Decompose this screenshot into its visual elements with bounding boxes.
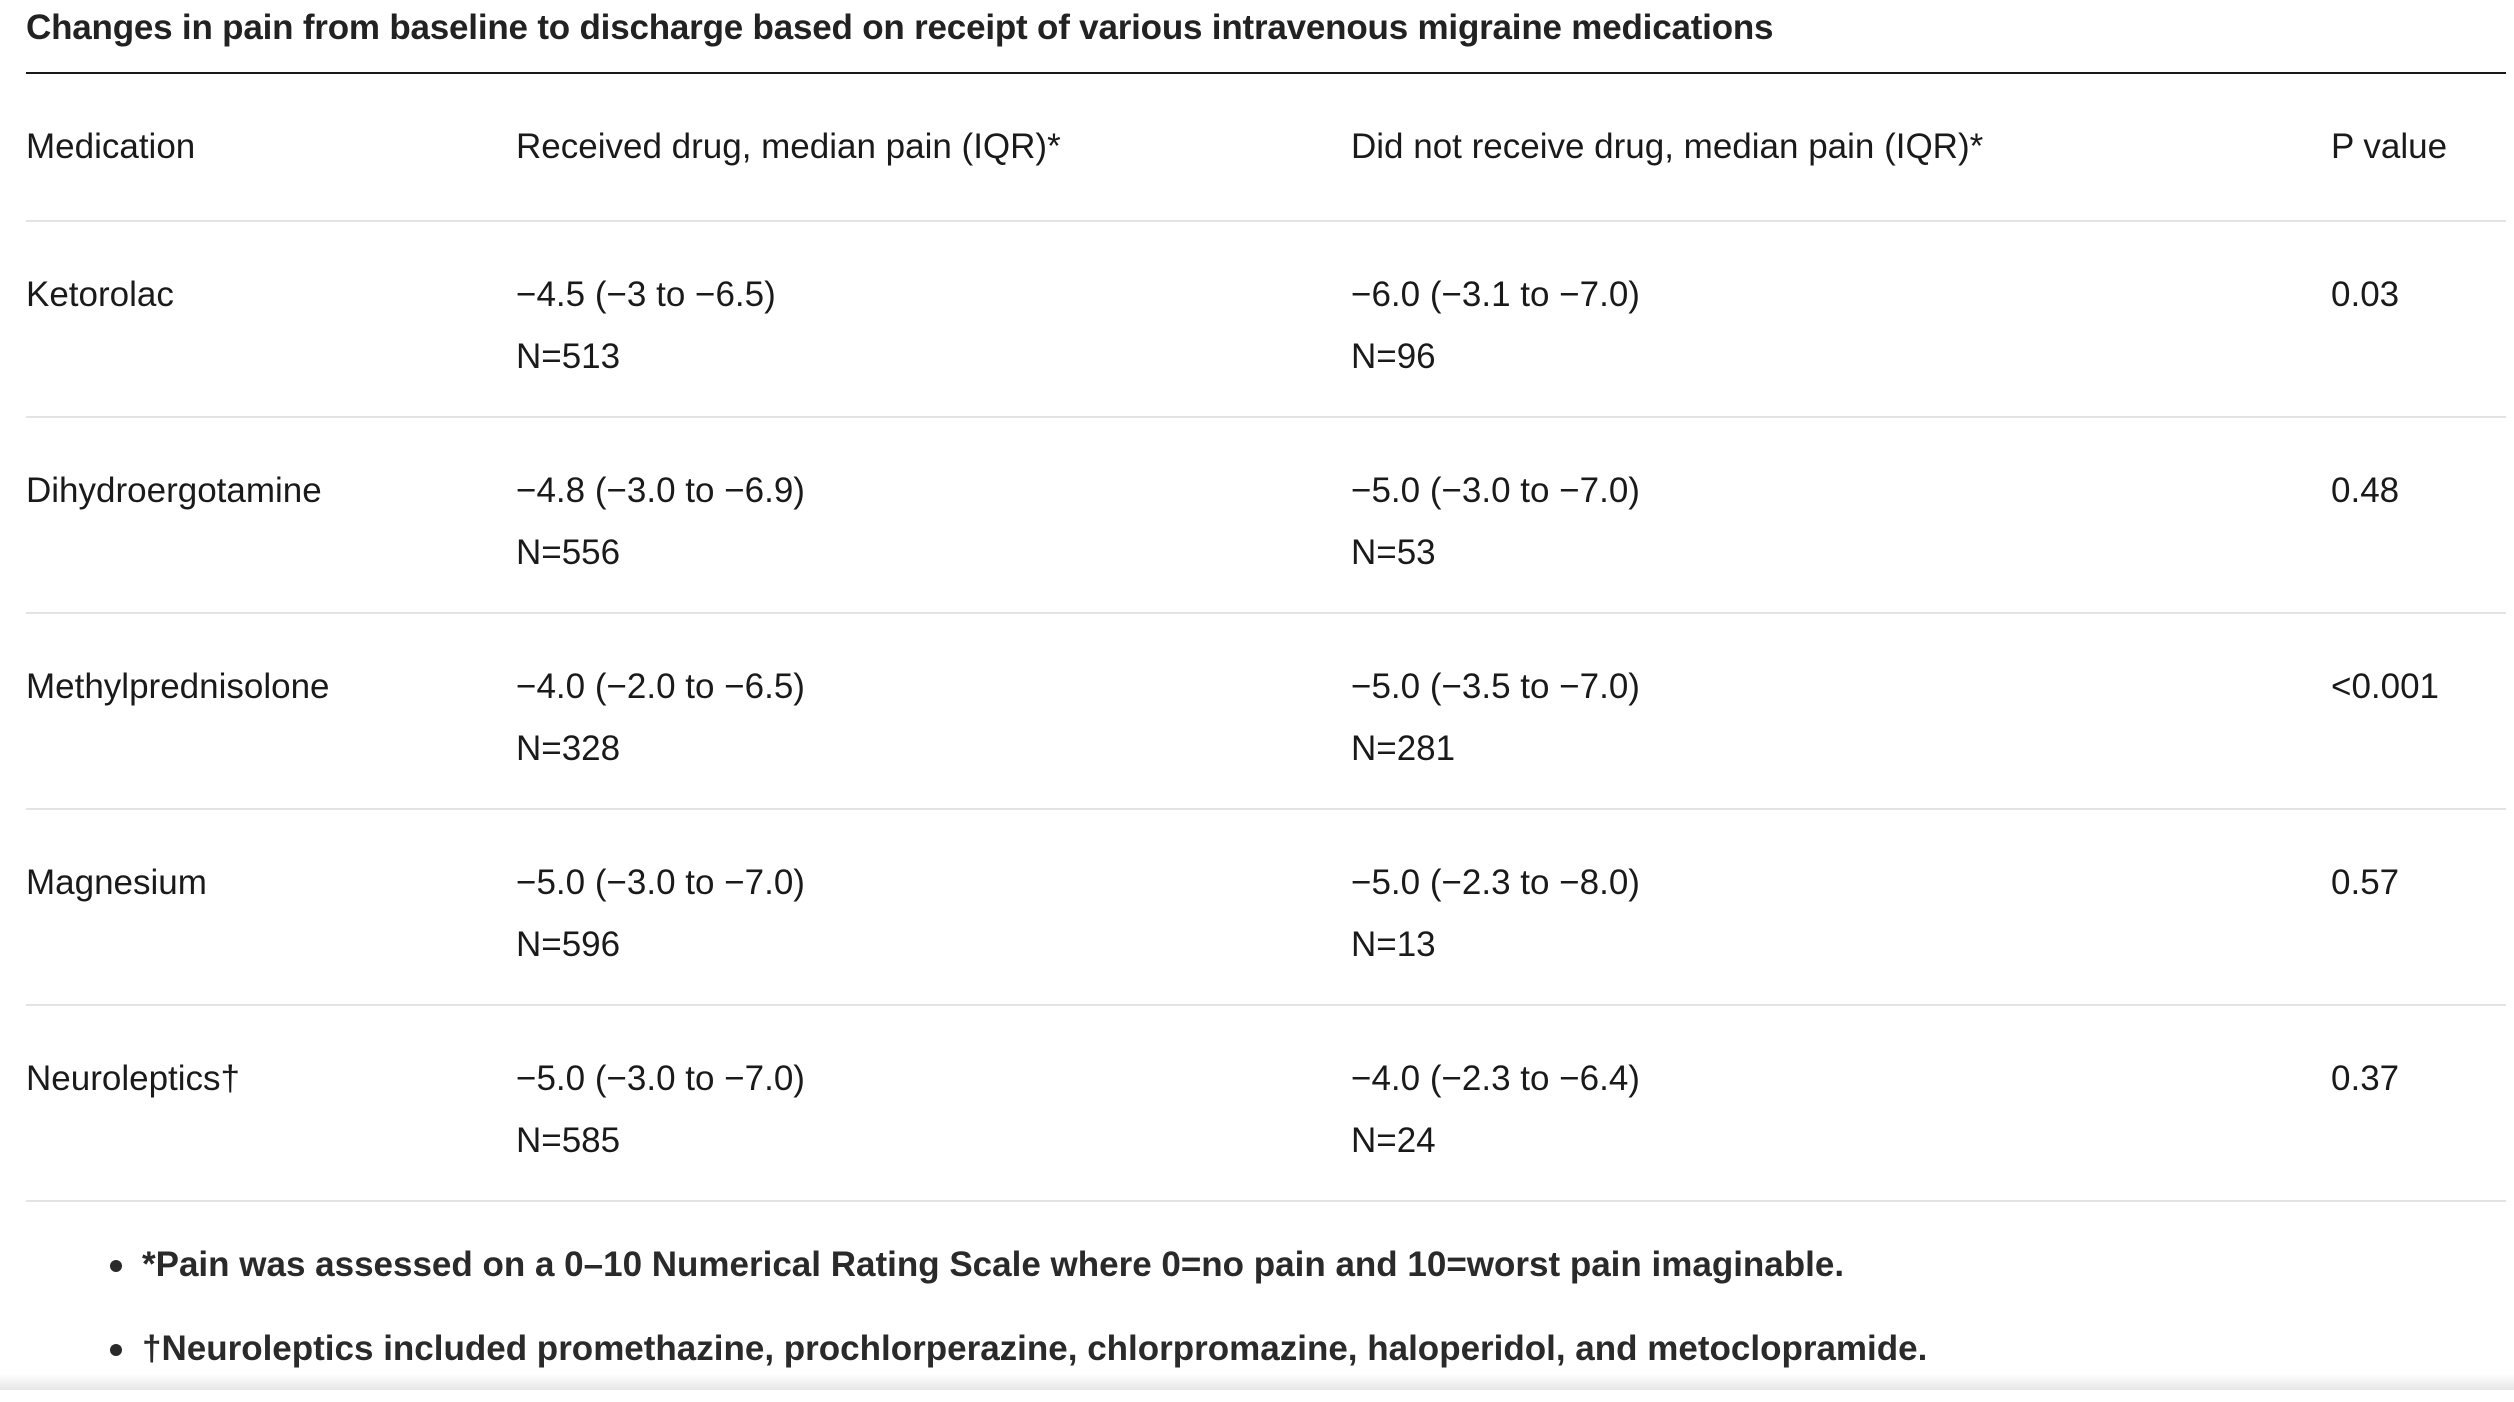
table-caption: Changes in pain from baseline to discharge based on receipt of various intravenous migraine medications [26,0,2506,74]
received-n: N=556 [516,533,621,572]
not-received-n: N=281 [1351,729,1456,768]
not-received-cell [1351,1005,2331,1201]
header-not-received: Did not receive drug, median pain (IQR)* [1351,74,2331,221]
received-median: −5.0 (−3.0 to −7.0) [516,863,805,902]
p-value: 0.57 [2331,809,2506,1005]
not-received-n: N=13 [1351,925,1436,964]
p-value: <0.001 [2331,613,2506,809]
medication-name: Methylprednisolone [26,613,516,809]
header-medication: Medication [26,74,516,221]
medication-name: Ketorolac [26,221,516,417]
received-median: −4.8 (−3.0 to −6.9) [516,471,805,510]
received-cell [516,809,1351,1005]
not-received-n: N=53 [1351,533,1436,572]
medication-name: Dihydroergotamine [26,417,516,613]
received-median: −4.0 (−2.0 to −6.5) [516,667,805,706]
medication-name: Magnesium [26,809,516,1005]
header-p-value: P value [2331,74,2506,221]
table-row [26,1005,2506,1201]
not-received-median: −5.0 (−3.0 to −7.0) [1351,471,1640,510]
received-cell [516,417,1351,613]
footnote-text: *Pain was assessed on a 0–10 Numerical Rating Scale where 0=no pain and 10=worst pain imaginable. [142,1245,1845,1284]
table-row [26,221,2506,417]
p-value: 0.03 [2331,221,2506,417]
table-header-row [26,74,2506,221]
bullet-icon [110,1344,122,1356]
footnote-item [26,1234,2506,1318]
not-received-cell [1351,613,2331,809]
p-value: 0.48 [2331,417,2506,613]
not-received-median: −4.0 (−2.3 to −6.4) [1351,1059,1640,1098]
received-n: N=328 [516,729,621,768]
received-n: N=513 [516,337,621,376]
bullet-icon [110,1260,122,1272]
table-row [26,809,2506,1005]
not-received-n: N=96 [1351,337,1436,376]
table-row [26,417,2506,613]
table-row [26,613,2506,809]
received-median: −5.0 (−3.0 to −7.0) [516,1059,805,1098]
received-n: N=596 [516,925,621,964]
not-received-median: −6.0 (−3.1 to −7.0) [1351,275,1640,314]
article-table-section [26,0,2506,1402]
received-cell [516,1005,1351,1201]
header-received: Received drug, median pain (IQR)* [516,74,1351,221]
received-cell [516,221,1351,417]
received-cell [516,613,1351,809]
footnote-text: †Neuroleptics included promethazine, prochlorperazine, chlorpromazine, haloperidol, and metoclopramide. [142,1329,1928,1368]
page-bottom-edge [0,1374,2514,1390]
received-median: −4.5 (−3 to −6.5) [516,275,776,314]
not-received-cell [1351,221,2331,417]
p-value: 0.37 [2331,1005,2506,1201]
not-received-cell [1351,417,2331,613]
not-received-n: N=24 [1351,1121,1436,1160]
results-table [26,74,2506,1202]
medication-name: Neuroleptics† [26,1005,516,1201]
not-received-median: −5.0 (−3.5 to −7.0) [1351,667,1640,706]
not-received-median: −5.0 (−2.3 to −8.0) [1351,863,1640,902]
not-received-cell [1351,809,2331,1005]
footnotes-list [26,1202,2506,1402]
received-n: N=585 [516,1121,621,1160]
